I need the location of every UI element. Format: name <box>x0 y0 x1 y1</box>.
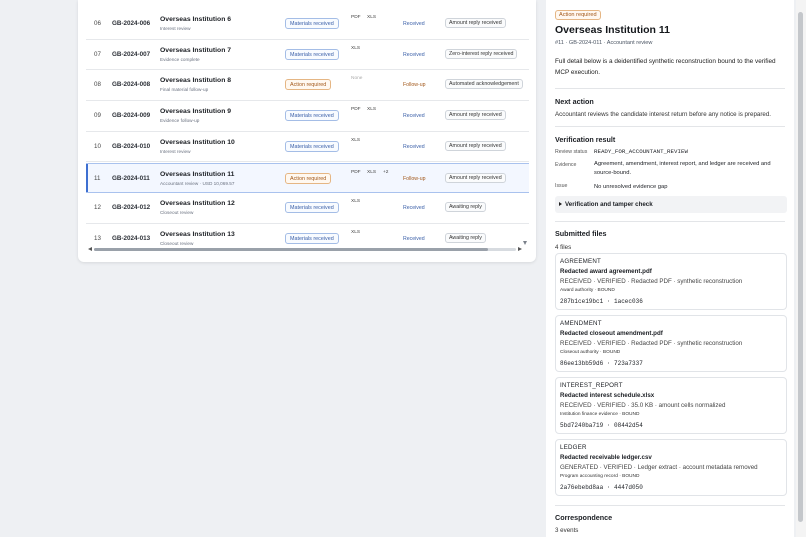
row-number: 09 <box>94 112 101 120</box>
status-pill: Materials received <box>285 49 339 60</box>
table-row[interactable] <box>86 40 529 71</box>
detail-panel <box>546 0 794 537</box>
institution-subtitle: Evidence follow-up <box>160 118 200 124</box>
file-type-tag: PDF <box>351 169 361 175</box>
evidence-value: Agreement, amendment, interest report, and ledger are received and source-bound. <box>594 161 771 176</box>
status-pill: Action required <box>285 79 331 90</box>
detail-title: Overseas Institution 11 <box>555 24 670 36</box>
file-name[interactable]: Redacted interest schedule.xlsx <box>560 391 655 399</box>
review-status-label: Review status <box>555 148 588 155</box>
review-status: Received <box>403 21 425 27</box>
status-pill: Materials received <box>285 141 339 152</box>
status-pill: Materials received <box>285 18 339 29</box>
row-number: 13 <box>94 234 101 242</box>
review-status: Follow-up <box>403 82 426 89</box>
file-name[interactable]: Redacted closeout amendment.pdf <box>560 329 663 337</box>
reply-action-button[interactable]: Amount reply received <box>445 141 506 151</box>
next-action-heading: Next action <box>555 97 594 106</box>
status-badge: Action required <box>555 10 601 20</box>
case-code: GB-2024-007 <box>112 50 151 58</box>
institution-subtitle: Closeout review <box>160 240 194 246</box>
status-pill: Materials received <box>285 202 339 213</box>
case-code: GB-2024-010 <box>112 142 151 150</box>
correspondence-count: 3 events <box>555 527 579 534</box>
table-row[interactable] <box>86 163 529 194</box>
file-card[interactable] <box>555 253 787 310</box>
institution-subtitle: Evidence complete <box>160 56 200 62</box>
file-kind: INTEREST_REPORT <box>560 382 623 389</box>
institution-name[interactable]: Overseas Institution 11 <box>160 170 235 178</box>
institution-name[interactable]: Overseas Institution 9 <box>160 108 232 116</box>
file-authority: Award authority · BOUND <box>560 288 615 293</box>
evidence-label: Evidence <box>555 161 577 168</box>
file-status: RECEIVED · VERIFIED · Redacted PDF · synthetic reconstruction <box>560 340 743 347</box>
file-hash: 287b1ce19bc1 · 1acec036 <box>560 297 643 305</box>
reply-action-button[interactable]: Amount reply received <box>445 173 506 183</box>
divider <box>555 126 785 127</box>
vertical-scrollbar-thumb[interactable] <box>798 12 803 522</box>
review-status: Received <box>403 235 425 242</box>
horizontal-scrollbar[interactable] <box>88 247 522 252</box>
status-pill: Materials received <box>285 110 339 121</box>
file-kind: AGREEMENT <box>560 258 601 265</box>
verification-heading: Verification result <box>555 135 616 144</box>
row-number: 12 <box>94 204 101 212</box>
arrow-down-icon[interactable] <box>523 241 527 245</box>
arrow-right-icon[interactable] <box>518 247 522 251</box>
file-type-tag: None <box>351 76 363 82</box>
file-hash: 5bd7240ba719 · 08442d54 <box>560 421 643 429</box>
institution-name[interactable]: Overseas Institution 12 <box>160 200 235 208</box>
table-row[interactable] <box>86 132 529 163</box>
file-type-tag: PDF <box>351 15 361 20</box>
file-type-tag: XLS <box>351 45 361 51</box>
file-kind: LEDGER <box>560 444 587 451</box>
file-type-tag: XLS <box>351 229 361 235</box>
reply-action-button[interactable]: Awaiting reply <box>445 202 486 212</box>
case-code: GB-2024-013 <box>112 234 151 242</box>
reply-action-button[interactable]: Automated acknowledgement <box>445 79 523 89</box>
review-status: Follow-up <box>403 175 426 182</box>
arrow-left-icon[interactable] <box>88 247 92 251</box>
reply-action-button[interactable]: Awaiting reply <box>445 233 486 243</box>
file-type-tag: XLS <box>367 169 377 175</box>
institution-subtitle: Interest review <box>160 26 191 31</box>
file-name[interactable]: Redacted award agreement.pdf <box>560 267 652 275</box>
institution-subtitle: Closeout review <box>160 210 194 216</box>
file-type-tag: XLS <box>367 15 377 20</box>
file-card[interactable] <box>555 377 787 434</box>
file-authority: Program accounting record · BOUND <box>560 474 640 479</box>
row-number: 07 <box>94 50 101 58</box>
horizontal-scrollbar-thumb[interactable] <box>94 248 488 251</box>
divider <box>555 505 785 506</box>
case-code: GB-2024-008 <box>112 81 151 89</box>
cases-table[interactable] <box>86 0 529 250</box>
verification-expander[interactable] <box>555 196 787 213</box>
row-number: 11 <box>94 174 101 182</box>
table-row[interactable] <box>86 193 529 224</box>
file-hash: 86ee13bb59d6 · 723a7337 <box>560 359 643 367</box>
file-authority: Institution finance evidence · BOUND <box>560 412 640 417</box>
detail-meta: #11 · GB-2024-011 · Accountant review <box>555 40 653 46</box>
cases-table-card <box>78 0 536 262</box>
row-number: 06 <box>94 20 101 27</box>
next-action-text: Accountant reviews the candidate interest return before any notice is prepared. <box>555 111 772 118</box>
reply-action-button[interactable]: Amount reply received <box>445 110 506 120</box>
case-code: GB-2024-012 <box>112 204 151 212</box>
review-status-value: READY_FOR_ACCOUNTANT_REVIEW <box>594 148 688 155</box>
file-status: GENERATED · VERIFIED · Ledger extract · account metadata removed <box>560 464 758 471</box>
issue-label: Issue <box>555 182 568 189</box>
files-count: 4 files <box>555 244 572 251</box>
divider <box>555 88 785 89</box>
case-code: GB-2024-011 <box>112 174 150 182</box>
file-card[interactable] <box>555 315 787 372</box>
file-hash: 2a76ebebd8aa · 4447d050 <box>560 483 643 491</box>
file-authority: Closeout authority · BOUND <box>560 350 621 355</box>
review-status: Received <box>403 51 425 58</box>
institution-subtitle: Final material follow-up <box>160 87 209 93</box>
caret-right-icon <box>559 202 562 206</box>
detail-lead: Full detail below is a deidentified synthetic reconstruction bound to the verified MCP execution. <box>555 58 776 76</box>
review-status: Received <box>403 113 425 120</box>
file-name[interactable]: Redacted receivable ledger.csv <box>560 453 652 461</box>
issue-value: No unresolved evidence gap <box>594 183 668 190</box>
row-number: 08 <box>94 81 101 89</box>
file-type-tag: PDF <box>351 107 361 113</box>
review-status: Received <box>403 205 425 212</box>
institution-name[interactable]: Overseas Institution 13 <box>160 230 235 238</box>
file-type-tag: XLS <box>351 199 361 205</box>
more-files-tag[interactable]: +2 <box>383 169 389 175</box>
file-kind: AMENDMENT <box>560 320 602 327</box>
case-code: GB-2024-009 <box>112 112 151 120</box>
institution-subtitle: Interest review <box>160 148 191 154</box>
file-type-tag: XLS <box>351 137 361 143</box>
submitted-files-heading: Submitted files <box>555 229 607 238</box>
row-number: 10 <box>94 142 101 150</box>
institution-name[interactable]: Overseas Institution 8 <box>160 77 232 85</box>
correspondence-heading: Correspondence <box>555 513 613 522</box>
institution-name[interactable]: Overseas Institution 7 <box>160 46 232 54</box>
file-card[interactable] <box>555 439 787 496</box>
divider <box>555 221 785 222</box>
review-status: Received <box>403 143 425 150</box>
reply-action-button[interactable]: Amount reply received <box>445 18 506 28</box>
file-status: RECEIVED · VERIFIED · Redacted PDF · synthetic reconstruction <box>560 278 743 285</box>
file-status: RECEIVED · VERIFIED · 35.0 KB · amount cells normalized <box>560 402 726 409</box>
case-code: GB-2024-006 <box>112 20 151 27</box>
institution-name[interactable]: Overseas Institution 6 <box>160 16 232 23</box>
verification-expander-label: Verification and tamper check <box>565 200 653 208</box>
file-type-tag: XLS <box>367 107 377 113</box>
status-pill: Materials received <box>285 233 339 244</box>
reply-action-button[interactable]: Zero-interest reply received <box>445 49 517 59</box>
status-pill: Action required <box>285 173 331 184</box>
vertical-scrollbar[interactable] <box>796 0 806 537</box>
table-row[interactable] <box>86 101 529 132</box>
institution-name[interactable]: Overseas Institution 10 <box>160 138 235 146</box>
table-row[interactable] <box>86 9 529 40</box>
institution-subtitle: Accountant review · USD 10,069.57 <box>160 180 235 186</box>
table-row[interactable] <box>86 70 529 101</box>
